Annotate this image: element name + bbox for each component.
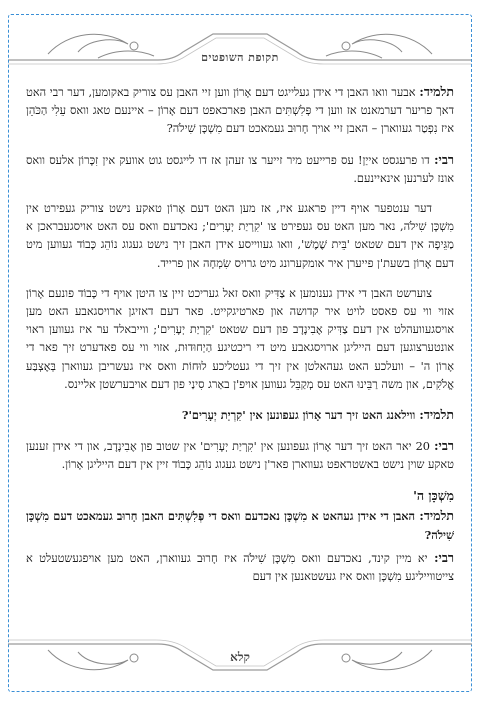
- dialogue-paragraph: [26, 507, 454, 545]
- speaker-label: רבי:: [433, 438, 454, 454]
- paragraph-text: יא מיין קינד, נאכדעם וואס מִשְׁכָּן שִׁילֹה איז חָרוּב געווארן, האט מען אויפגעשטעלט א צייטווייליגע מִשְׁכָּן וואס איז געשטאנען אין דעם: [26, 552, 454, 584]
- speaker-label: רבי:: [433, 151, 454, 167]
- paragraph-text: 20 יאר האט זיך דער אָרוֹן געפונען אין 'קִרְיַת יְעָרִים' אין שטוב פון אֶבִינָדָב, און די אידן זענען טאקע שוין נישט באשטראפט געווארן פאר'ן נישט געגוג נוֹהֵג כָּבוֹד זיין אין דעם הייליגן אָרוֹן.: [26, 440, 454, 472]
- section-heading: מִשְׁכָּן ה': [413, 487, 454, 503]
- dialogue-paragraph: [26, 151, 454, 188]
- speaker-label: תלמיד:: [419, 84, 454, 99]
- dialogue-paragraph: [26, 549, 454, 586]
- speaker-label: תלמיד:: [419, 507, 454, 523]
- speaker-label: רבי:: [433, 550, 454, 566]
- paragraph-text: דער ענטפער אויף דיין פראגע איז, אז מען האט דעם אָרוֹן טאקע נישט צוריק געפירט אין מִשְׁכָּן שִׁילֹה, נאר מען האט עס געפירט צו 'קִרְיַת יְעָרִים'; נאכדעם וואס עס האט אויסגעבראכן א מַגֵּיפָה אין דעם שטאט 'בֵּית שֶׁמֶשׁ', וואו געווייסע אידן האבן זיך נישט געגוג נוֹהֵג כָּבוֹד געווען מיט דעם אָרוֹן בשעת'ן פייערן איר אומקערונג מיט גרויס שִׂמְחָה און פרייד.: [26, 202, 454, 270]
- dialogue-paragraph: [26, 83, 454, 139]
- body-paragraph: [26, 200, 454, 273]
- paragraph-text: ווילאנג האט זיך דער אָרוֹן געפונען אין 'קִרְיַת יְעָרִים'?: [181, 408, 420, 423]
- dialogue-paragraph: [26, 406, 454, 425]
- body-paragraph: [26, 285, 454, 394]
- paragraph-text: אבער וואו האבן די אידן געלייגט דעם אָרוֹן ווען זיי האבן עס צוריק באקומען, דער רבי האט דאך פריער דערמאנט אז ווען די פְּלִשְׁתִּים האבן פארכאפט דעם אָרוֹן – איינעם טאג וואס עֵלִי הַכֹּהֵן איז נִפְטַר געווארן – האבן זיי אויך חָרוּב געמאכט דעם מִשְׁכָּן שִׁילֹה?: [26, 86, 454, 136]
- running-header-title: תקופת השופטים: [201, 51, 279, 64]
- page-body: [26, 83, 454, 599]
- paragraph-text: האבן די אידן געהאט א מִשְׁכָּן נאכדעם וואס די פְּלִשְׁתִּים האבן חָרוּב געמאכט דעם מִשְׁכָּן שִׁילֹה?: [26, 508, 454, 543]
- speaker-label: תלמיד:: [419, 407, 454, 423]
- paragraph-text: דו פרעגסט אייַן! עס פרייעט מיר זייער צו זעהן אז דו לייגסט גוט אוועק אין זִכָּרוֹן אלעס וואס אונז לערנען אינאיינעם.: [26, 153, 454, 185]
- paragraph-text: צוערשט האבן די אידן גענומען א צַדִּיק וואס זאל געריכט זיין צו היטן אויף די כָּבוֹד פונעם אָרוֹן אזוי ווי עס פאסט לויט איר קדושה און פארטיגקייט. פאר דעם דאזיגן ארויסגאבע האט מען אויסגעוועהלט אין דעם צַדִּיק אֶבִינָדָב פון דעם שטאט 'קִרְיַת יְעָרִים'; ווייבאלד ער איז געווען ראוי אונטערצוגען דעם הייליגן ארויסגאבע מיט די ריכטיגע הַיְחוּדוּת, אזוי ווי עס פאדערט זיך פאר די אָרוֹן ה' – וועלכע האט געהאלטן אין זיך די געטליכע לוּחוֹת וואס איז געשריבן געווארן בְּאֶצְבַּע אֱלֹקִים, און משה רַבֵּינוּ האט עס מְקַבֵּל געווען אויפ'ן באַרג סִינַי פון דעם אויבערשטן אליינס.: [26, 286, 454, 391]
- page-number: קלא: [230, 650, 250, 664]
- dialogue-paragraph: [26, 437, 454, 474]
